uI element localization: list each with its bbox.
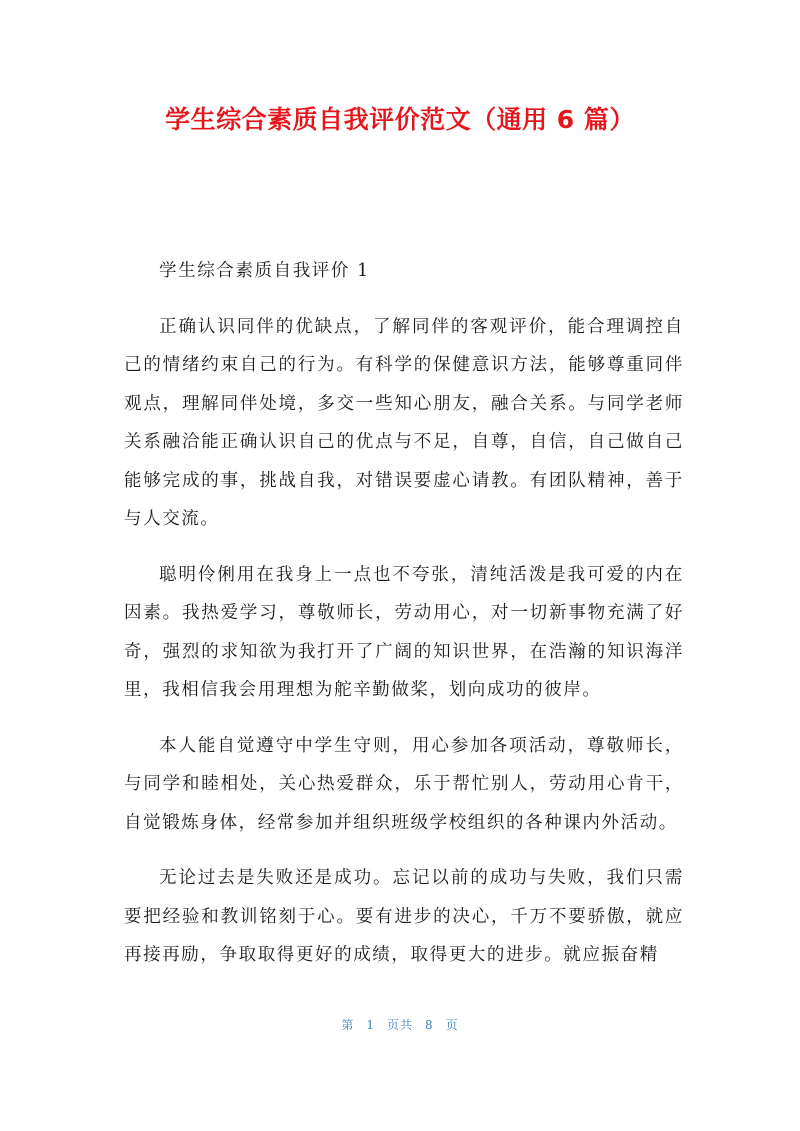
footer-label-page: 第 xyxy=(341,1018,355,1032)
document-body xyxy=(124,252,684,992)
footer-label-end: 页 xyxy=(445,1018,459,1032)
footer-current-page: 1 xyxy=(366,1018,375,1032)
paragraph: 本人能自觉遵守中学生守则，用心参加各项活动，尊敬师长，与同学和睦相处，关心热爱群众，乐于帮忙别人，劳动用心肯干，自觉锻炼身体，经常参加并组织班级学校组织的各种课内外活动。 xyxy=(124,735,684,833)
document-title: 学生综合素质自我评价范文（通用 6 篇） xyxy=(165,105,635,134)
paragraph: 聪明伶俐用在我身上一点也不夸张，清纯活泼是我可爱的内在因素。我热爱学习，尊敬师长，劳动用心，对一切新事物充满了好奇，强烈的求知欲为我打开了广阔的知识世界，在浩瀚的知识海洋里，我相信我会用理想为舵辛勤做桨，划向成功的彼岸。 xyxy=(124,564,684,700)
page-footer xyxy=(0,1016,800,1033)
footer-total-pages: 8 xyxy=(425,1018,434,1032)
footer-label-of: 页共 xyxy=(386,1018,413,1032)
section-heading: 学生综合素质自我评价 1 xyxy=(159,261,370,281)
paragraph: 正确认识同伴的优缺点，了解同伴的客观评价，能合理调控自己的情绪约束自己的行为。有科学的保健意识方法，能够尊重同伴观点，理解同伴处境，多交一些知心朋友，融合关系。与同学老师关系融洽能正确认识自己的优点与不足，自尊，自信，自己做自己能够完成的事，挑战自我，对错误要虚心请教。有团队精神，善于与人交流。 xyxy=(124,316,684,529)
paragraph: 无论过去是失败还是成功。忘记以前的成功与失败，我们只需要把经验和教训铭刻于心。要有进步的决心，千万不要骄傲，就应再接再励，争取取得更好的成绩，取得更大的进步。就应振奋精 xyxy=(124,868,684,965)
